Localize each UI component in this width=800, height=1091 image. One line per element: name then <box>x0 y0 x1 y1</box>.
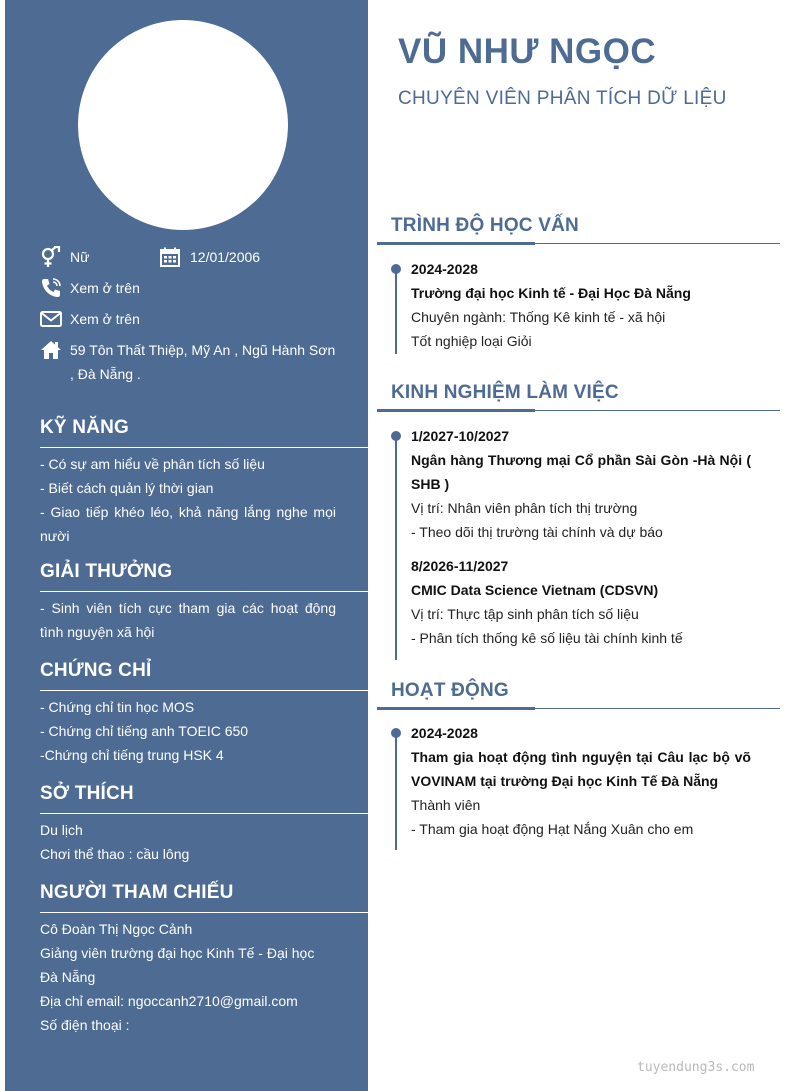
experience-entry <box>411 424 751 544</box>
list-item: - Biết cách quản lý thời gian <box>40 480 214 496</box>
entry-period: 8/2026-11/2027 <box>411 558 509 574</box>
list-item: -Chứng chỉ tiếng trung HSK 4 <box>40 747 224 763</box>
entry-period: 1/2027-10/2027 <box>411 428 510 444</box>
gender-row <box>40 245 89 269</box>
email-row <box>40 307 140 331</box>
entry-role: Thành viên <box>411 797 481 813</box>
phone-icon <box>40 276 70 300</box>
skills-list <box>40 452 336 548</box>
calendar-icon <box>160 245 190 269</box>
hobbies-heading: SỞ THÍCH <box>40 783 368 814</box>
experience-heading <box>391 382 780 411</box>
envelope-icon <box>40 307 70 331</box>
entry-organization: Tham gia hoạt động tình nguyện tại Câu lạc bộ võ VOVINAM tại trường Đại học Kinh Tế Đà Nẵng <box>411 749 751 789</box>
list-item: Du lịch <box>40 822 83 838</box>
education-heading <box>391 215 780 244</box>
references-heading: NGƯỜI THAM CHIẾU <box>40 882 368 913</box>
gender-icon <box>40 245 70 269</box>
entry-task: - Tham gia hoạt động Hạt Nắng Xuân cho em <box>411 821 694 837</box>
job-title: CHUYÊN VIÊN PHÂN TÍCH DỮ LIỆU <box>398 88 727 109</box>
timeline-line <box>395 435 397 660</box>
education-entry <box>411 257 751 353</box>
candidate-name: VŨ NHƯ NGỌC <box>398 32 657 71</box>
heading-accent-bar <box>377 409 535 412</box>
timeline-line <box>395 268 397 354</box>
activities-heading <box>391 680 780 709</box>
entry-position: Vị trí: Nhân viên phân tích thị trường <box>411 500 638 516</box>
entry-company: Ngân hàng Thương mại Cổ phần Sài Gòn -Hà Nội ( SHB ) <box>411 452 751 492</box>
heading-accent-bar <box>377 242 535 245</box>
phone-row <box>40 276 140 300</box>
birthdate-row <box>160 245 260 269</box>
entry-major: Chuyên ngành: Thống Kê kinh tế - xã hội <box>411 309 666 325</box>
references-list <box>40 917 336 1037</box>
activity-entry <box>411 721 751 841</box>
activities-heading-text: HOẠT ĐỘNG <box>391 680 509 701</box>
watermark: tuyendung3s.com <box>637 1060 755 1075</box>
heading-accent-bar <box>377 707 535 710</box>
timeline-dot <box>391 264 401 274</box>
entry-task: - Phân tích thống kê số liệu tài chính kinh tế <box>411 630 683 646</box>
certificates-heading: CHỨNG CHỈ <box>40 660 368 691</box>
phone-value: Xem ở trên <box>70 280 140 296</box>
entry-company: CMIC Data Science Vietnam (CDSVN) <box>411 582 659 598</box>
entry-task: - Theo dõi thị trường tài chính và dự báo <box>411 524 663 540</box>
list-item: - Sinh viên tích cực tham gia các hoạt động tình nguyện xã hội <box>40 600 336 640</box>
birthdate-value: 12/01/2006 <box>190 249 261 265</box>
entry-position: Vị trí: Thực tập sinh phân tích số liệu <box>411 606 639 622</box>
list-item: Số điện thoại : <box>40 1017 130 1033</box>
awards-list <box>40 596 336 644</box>
hobbies-list <box>40 818 336 866</box>
list-item: Chơi thể thao : cầu lông <box>40 846 190 862</box>
entry-result: Tốt nghiệp loại Giỏi <box>411 333 532 349</box>
timeline-dot <box>391 431 401 441</box>
certificates-list <box>40 695 336 767</box>
entry-period: 2024-2028 <box>411 261 478 277</box>
skills-heading: KỸ NĂNG <box>40 417 368 448</box>
email-value: Xem ở trên <box>70 311 140 327</box>
list-item: - Có sự am hiểu về phân tích số liệu <box>40 456 265 472</box>
profile-photo <box>78 20 288 230</box>
home-icon <box>40 338 70 362</box>
entry-period: 2024-2028 <box>411 725 478 741</box>
sidebar <box>5 0 368 1091</box>
list-item: Địa chỉ email: ngoccanh2710@gmail.com <box>40 993 298 1009</box>
list-item: - Giao tiếp khéo léo, khả năng lắng nghe mọi nười <box>40 504 336 544</box>
awards-heading: GIẢI THƯỞNG <box>40 561 368 592</box>
entry-school: Trường đại học Kinh tế - Đại Học Đà Nẵng <box>411 285 691 301</box>
list-item: - Chứng chỉ tiếng anh TOEIC 650 <box>40 723 249 739</box>
address-row <box>40 338 336 386</box>
list-item: Giảng viên trường đại học Kinh Tế - Đại học Đà Nẵng <box>40 945 315 985</box>
address-value: 59 Tôn Thất Thiệp, Mỹ An , Ngũ Hành Sơn , Đà Nẵng . <box>70 342 336 382</box>
timeline-dot <box>391 728 401 738</box>
timeline-line <box>395 732 397 850</box>
education-heading-text: TRÌNH ĐỘ HỌC VẤN <box>391 215 579 236</box>
list-item: Cô Đoàn Thị Ngọc Cảnh <box>40 921 193 937</box>
gender-value: Nữ <box>70 249 90 265</box>
experience-heading-text: KINH NGHIỆM LÀM VIỆC <box>391 382 619 403</box>
experience-entry <box>411 554 751 650</box>
list-item: - Chứng chỉ tin học MOS <box>40 699 195 715</box>
